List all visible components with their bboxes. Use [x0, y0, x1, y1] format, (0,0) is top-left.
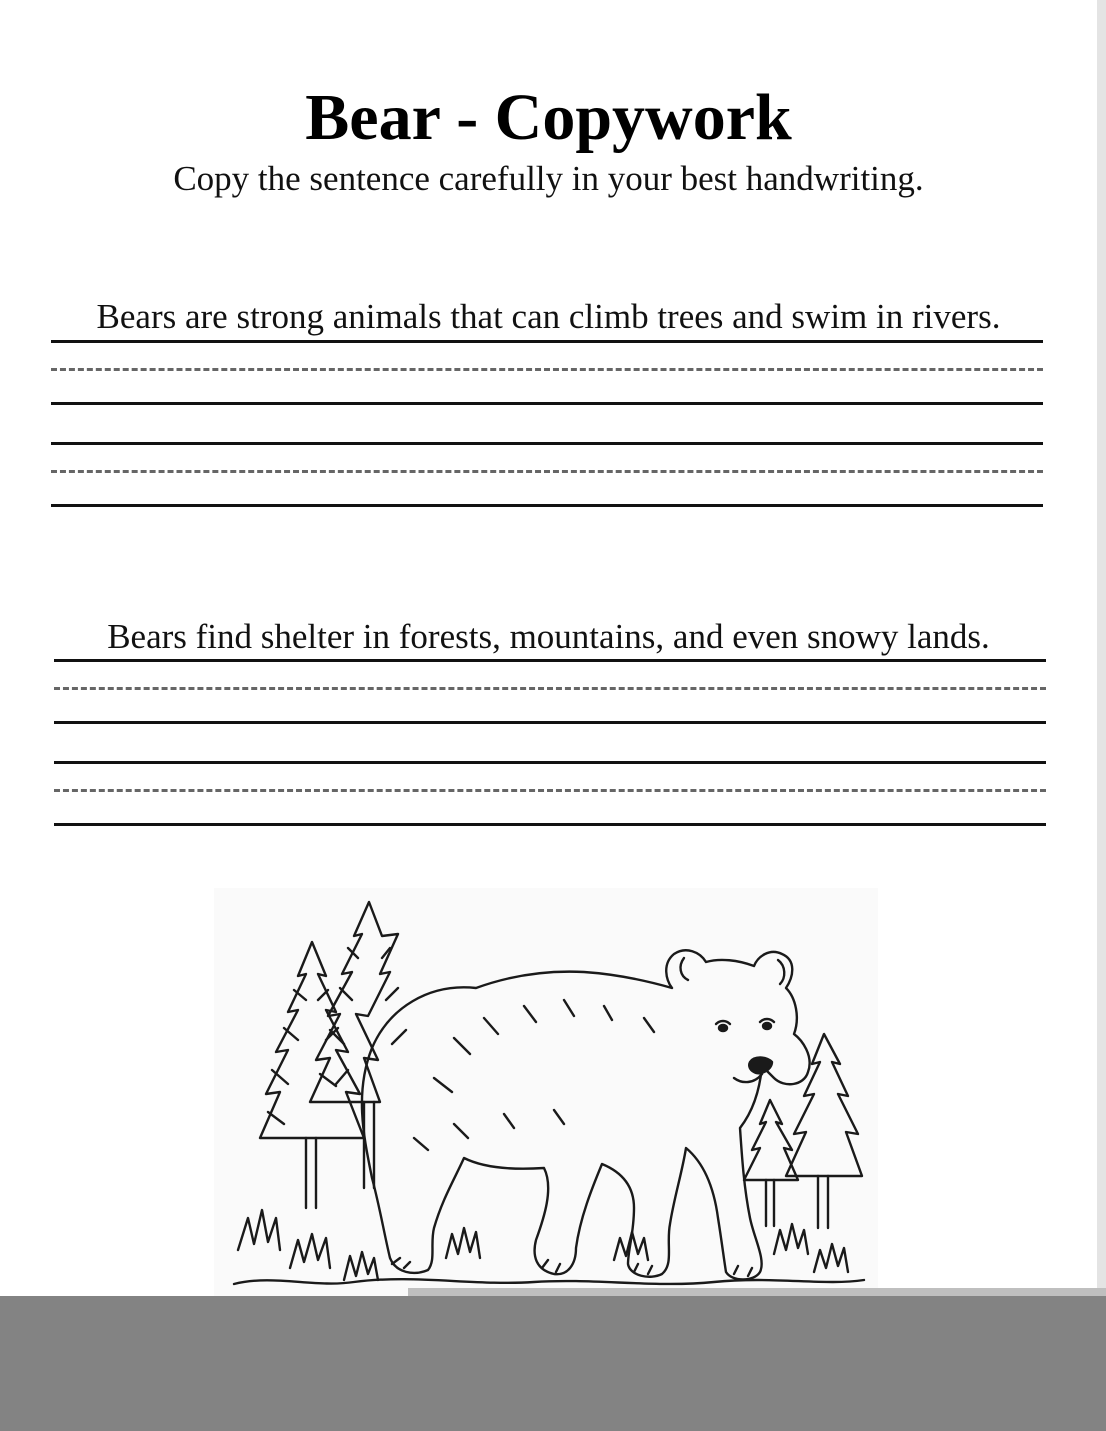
writing-midline: [51, 368, 1043, 371]
writing-midline: [54, 687, 1046, 690]
writing-baseline: [51, 504, 1043, 507]
writing-baseline: [54, 823, 1046, 826]
model-sentence-2: Bears find shelter in forests, mountains, and even snowy lands.: [107, 617, 990, 656]
writing-top-line: [51, 340, 1043, 343]
writing-baseline: [51, 402, 1043, 405]
bottom-bar-highlight: [408, 1288, 1106, 1296]
page-edge: [1097, 0, 1106, 1296]
page-title: Bear - Copywork: [305, 81, 792, 154]
bear-in-forest-coloring-icon: [214, 888, 878, 1296]
pine-tree-icon: [310, 902, 406, 1188]
writing-top-line: [54, 659, 1046, 662]
writing-baseline: [54, 721, 1046, 724]
writing-midline: [54, 789, 1046, 792]
pine-tree-icon: [744, 1100, 798, 1226]
pine-tree-icon: [786, 1034, 862, 1228]
writing-midline: [51, 470, 1043, 473]
bear-illustration: [214, 888, 878, 1296]
writing-top-line: [51, 442, 1043, 445]
bottom-overlay-bar: [0, 1296, 1106, 1431]
writing-top-line: [54, 761, 1046, 764]
bear-icon: [362, 950, 810, 1279]
pine-tree-icon: [260, 942, 364, 1208]
instructions-text: Copy the sentence carefully in your best handwriting.: [173, 159, 924, 198]
model-sentence-1: Bears are strong animals that can climb trees and swim in rivers.: [96, 297, 1001, 336]
